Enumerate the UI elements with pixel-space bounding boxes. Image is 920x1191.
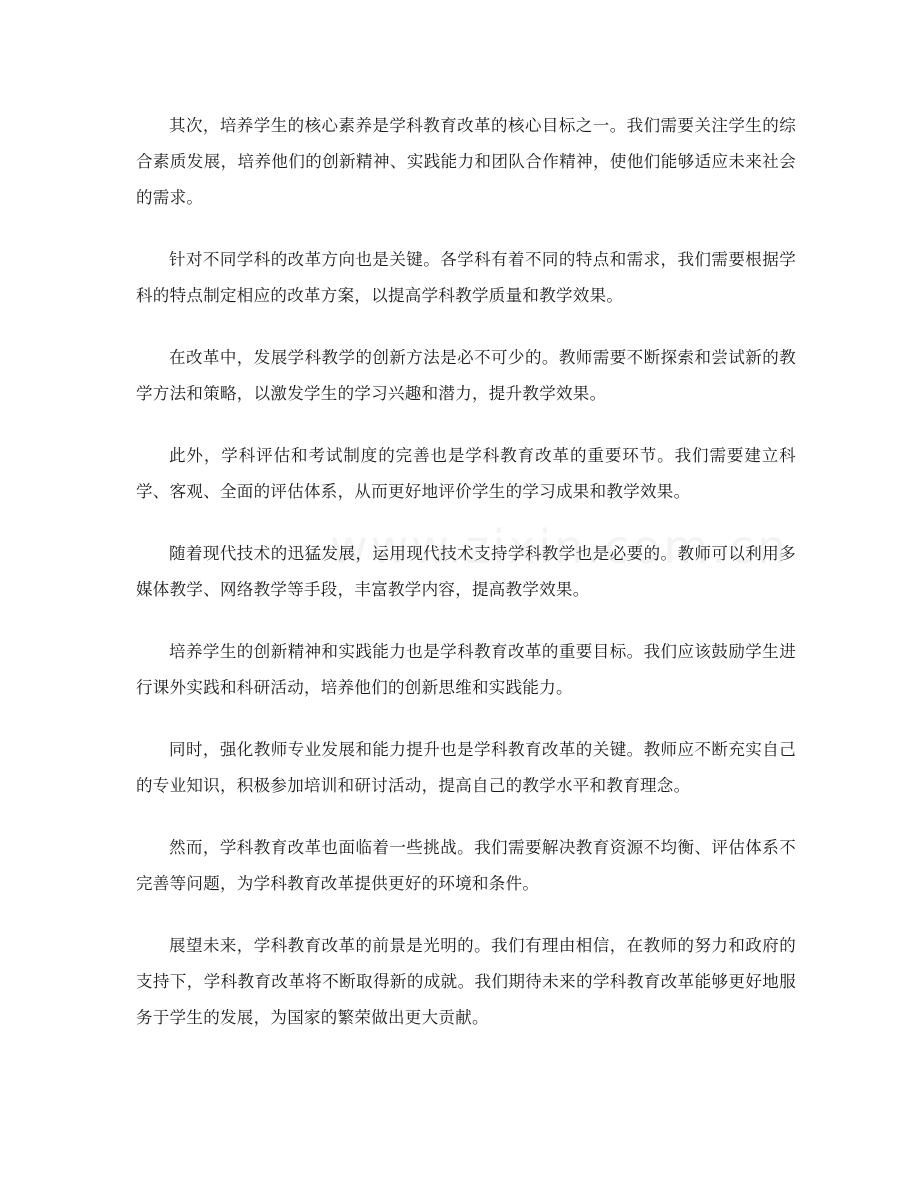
- paragraph: 随着现代技术的迅猛发展，运用现代技术支持学科教学也是必要的。教师可以利用多媒体教学、网络教学等手段，丰富教学内容，提高教学效果。: [136, 544, 796, 599]
- paragraph: 培养学生的创新精神和实践能力也是学科教育改革的重要目标。我们应该鼓励学生进行课外实践和科研活动，培养他们的创新思维和实践能力。: [136, 642, 796, 697]
- paragraph: 展望未来，学科教育改革的前景是光明的。我们有理由相信，在教师的努力和政府的支持下，学科教育改革将不断取得新的成就。我们期待未来的学科教育改革能够更好地服务于学生的发展，为国家的繁荣做出更大贡献。: [136, 936, 796, 1027]
- paragraph: 针对不同学科的改革方向也是关键。各学科有着不同的特点和需求，我们需要根据学科的特点制定相应的改革方案，以提高学科教学质量和教学效果。: [136, 250, 796, 305]
- document-body: [136, 108, 796, 1062]
- paragraph: 然而，学科教育改革也面临着一些挑战。我们需要解决教育资源不均衡、评估体系不完善等问题，为学科教育改革提供更好的环境和条件。: [136, 838, 796, 893]
- paragraph: 同时，强化教师专业发展和能力提升也是学科教育改革的关键。教师应不断充实自己的专业知识，积极参加培训和研讨活动，提高自己的教学水平和教育理念。: [136, 740, 796, 795]
- paragraph: 在改革中，发展学科教学的创新方法是必不可少的。教师需要不断探索和尝试新的教学方法和策略，以激发学生的学习兴趣和潜力，提升教学效果。: [136, 348, 796, 403]
- paragraph: 其次，培养学生的核心素养是学科教育改革的核心目标之一。我们需要关注学生的综合素质发展，培养他们的创新精神、实践能力和团队合作精神，使他们能够适应未来社会的需求。: [136, 116, 796, 207]
- paragraph: 此外，学科评估和考试制度的完善也是学科教育改革的重要环节。我们需要建立科学、客观、全面的评估体系，从而更好地评价学生的学习成果和教学效果。: [136, 446, 796, 501]
